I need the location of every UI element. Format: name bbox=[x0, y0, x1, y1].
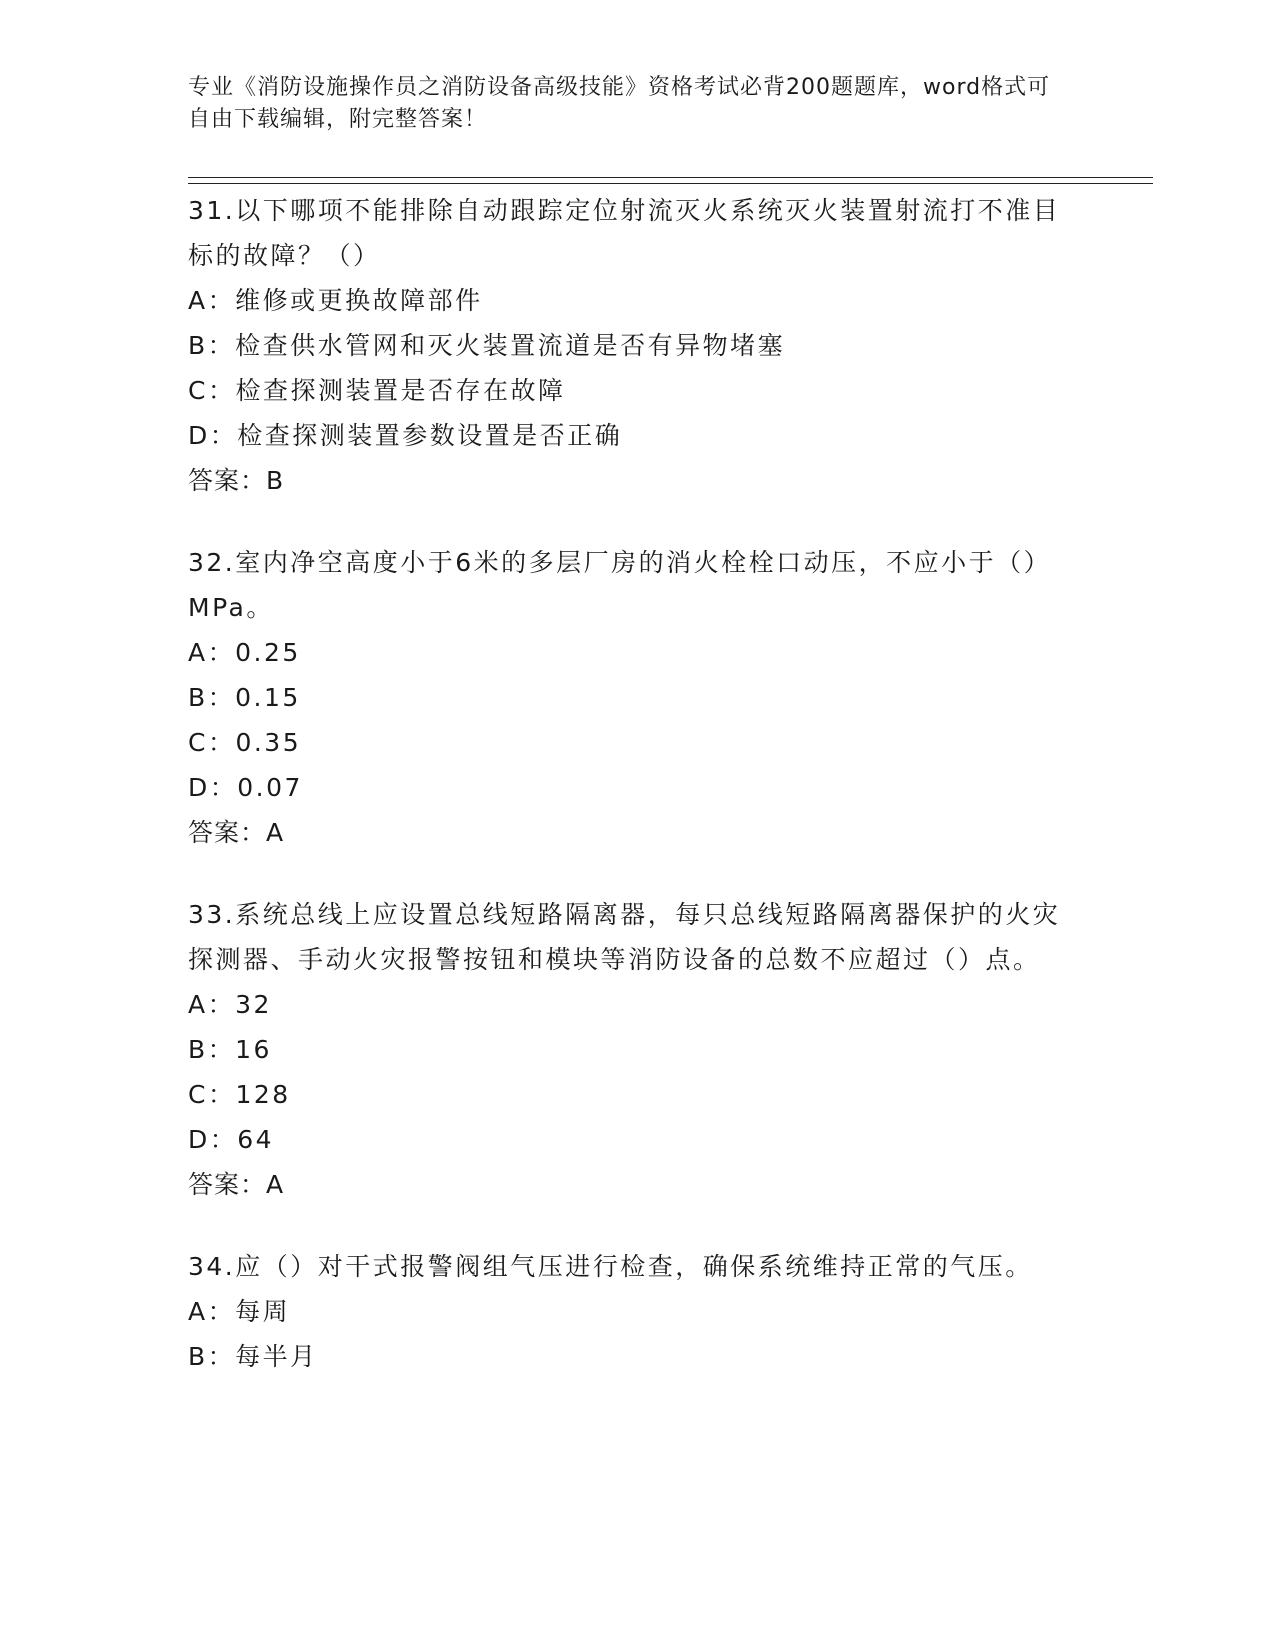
option-d: D：检查探测装置参数设置是否正确 bbox=[188, 421, 623, 450]
question-block bbox=[188, 540, 1068, 855]
answer-line: 答案：A bbox=[188, 1170, 285, 1199]
question-text: 34.应（）对干式报警阀组气压进行检查，确保系统维持正常的气压。 bbox=[188, 1252, 1033, 1281]
question-list bbox=[188, 188, 1068, 1416]
question-text: 31.以下哪项不能排除自动跟踪定位射流灭火系统灭火装置射流打不准目标的故障？（） bbox=[188, 196, 1061, 270]
question-block bbox=[188, 1244, 1068, 1379]
option-b: B：检查供水管网和灭火装置流道是否有异物堵塞 bbox=[188, 331, 786, 360]
answer-line: 答案：A bbox=[188, 818, 285, 847]
document-intro: 专业《消防设施操作员之消防设备高级技能》资格考试必背200题题库，word格式可自由下载编辑，附完整答案！ bbox=[188, 75, 1051, 132]
option-c: C：128 bbox=[188, 1080, 291, 1109]
header-divider-top bbox=[188, 177, 1153, 178]
question-block bbox=[188, 188, 1068, 503]
option-c: C：检查探测装置是否存在故障 bbox=[188, 376, 566, 405]
option-a: A：维修或更换故障部件 bbox=[188, 286, 483, 315]
option-b: B：每半月 bbox=[188, 1342, 318, 1371]
option-c: C：0.35 bbox=[188, 728, 302, 757]
question-block bbox=[188, 892, 1068, 1207]
option-a: A：每周 bbox=[188, 1297, 291, 1326]
answer-line: 答案：B bbox=[188, 466, 285, 495]
option-b: B：0.15 bbox=[188, 683, 301, 712]
question-text: 33.系统总线上应设置总线短路隔离器，每只总线短路隔离器保护的火灾探测器、手动火灾报警按钮和模块等消防设备的总数不应超过（）点。 bbox=[188, 900, 1061, 974]
question-text: 32.室内净空高度小于6米的多层厂房的消火栓栓口动压，不应小于（）MPa。 bbox=[188, 548, 1052, 622]
option-b: B：16 bbox=[188, 1035, 272, 1064]
option-d: D：0.07 bbox=[188, 773, 303, 802]
header-divider-bottom bbox=[188, 183, 1153, 184]
option-d: D：64 bbox=[188, 1125, 275, 1154]
option-a: A：32 bbox=[188, 990, 272, 1019]
option-a: A：0.25 bbox=[188, 638, 301, 667]
